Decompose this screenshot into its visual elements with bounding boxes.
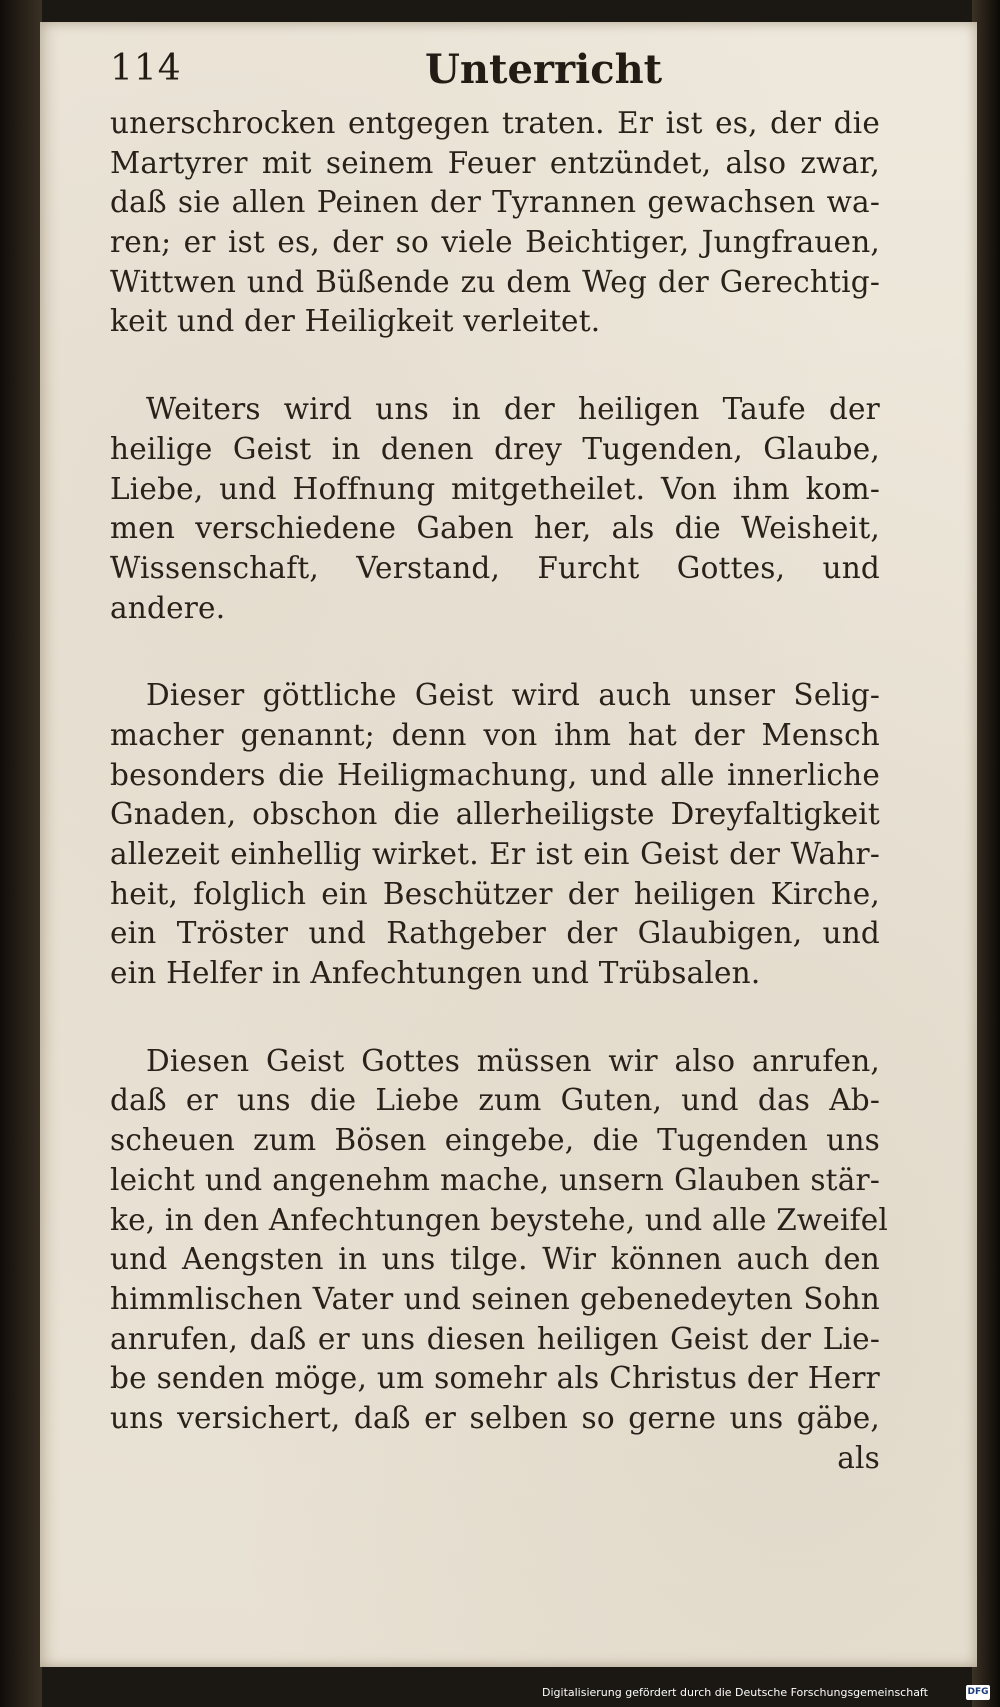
text-line: Diesen Geist Gottes müssen wir also anrufen, [146, 1043, 880, 1078]
text-line: ren; er ist es, der so viele Beichtiger, Jungfrauen, [110, 225, 880, 260]
text-line: heit, folglich ein Beschützer der heiligen Kirche, [110, 876, 880, 911]
text-line: be senden möge, um somehr als Christus der Herr [110, 1361, 880, 1396]
text-line: und Aengsten in uns tilge. Wir können auch den [110, 1242, 880, 1277]
text-line: scheuen zum Bösen eingebe, die Tugenden uns [110, 1123, 880, 1158]
text-line: Liebe, und Hoffnung mitgetheilet. Von ihm kom- [110, 471, 880, 506]
text-line: ein Helfer in Anfechtungen und Trübsalen. [110, 956, 761, 991]
digitization-credit: Digitalisierung gefördert durch die Deutsche Forschungsgemeinschaft [542, 1686, 928, 1699]
paragraph-1 [110, 104, 880, 342]
text-line: Dieser göttliche Geist wird auch unser Selig- [146, 678, 880, 713]
text-line: ein Tröster und Rathgeber der Glaubigen, und [110, 916, 880, 951]
text-line: besonders die Heiligmachung, und alle innerliche [110, 757, 880, 792]
page-number: 114 [110, 48, 182, 89]
text-line: macher genannt; denn von ihm hat der Mensch [110, 717, 880, 752]
text-line: allezeit einhellig wirket. Er ist ein Geist der Wahr- [110, 837, 880, 871]
text-line: keit und der Heiligkeit verleitet. [110, 304, 601, 339]
page-body [110, 104, 889, 1478]
text-line: uns versichert, daß er selben so gerne uns gäbe, [110, 1400, 880, 1435]
catchword: als [837, 1440, 880, 1475]
running-head [110, 48, 880, 98]
text-line: unerschrocken entgegen traten. Er ist es, der die [110, 106, 880, 140]
text-line: leicht und angenehm mache, unsern Glauben stär- [110, 1162, 880, 1197]
book-spine-shadow [0, 0, 42, 1707]
text-line: Gnaden, obschon die allerheiligste Dreyfaltigkeit [110, 797, 880, 832]
dfg-logo: DFG [966, 1685, 990, 1700]
text-line: heilige Geist in denen drey Tugenden, Glaube, [110, 431, 880, 466]
text-line: daß er uns die Liebe zum Guten, und das Ab- [110, 1083, 880, 1118]
paragraph-4 [110, 1042, 889, 1439]
paragraph-3 [110, 676, 880, 994]
text-line: anrufen, daß er uns diesen heiligen Geist der Lie- [110, 1321, 880, 1356]
text-line: Wittwen und Büßende zu dem Weg der Gerechtig- [110, 264, 880, 299]
text-line: ke, in den Anfechtungen beystehe, und alle Zweifel [110, 1202, 889, 1237]
text-line: Wissenschaft, Verstand, Furcht Gottes, und [110, 550, 880, 585]
paragraph-2 [110, 390, 880, 628]
text-line: Martyrer mit seinem Feuer entzündet, also zwar, [110, 145, 880, 180]
text-line: Weiters wird uns in der heiligen Taufe der [146, 392, 880, 427]
text-line: andere. [110, 590, 226, 625]
text-line: men verschiedene Gaben her, als die Weisheit, [110, 511, 880, 546]
running-title: Unterricht [425, 46, 663, 93]
text-line: daß sie allen Peinen der Tyrannen gewachsen wa- [110, 185, 880, 220]
text-line: himmlischen Vater und seinen gebenedeyten Sohn [110, 1281, 880, 1316]
